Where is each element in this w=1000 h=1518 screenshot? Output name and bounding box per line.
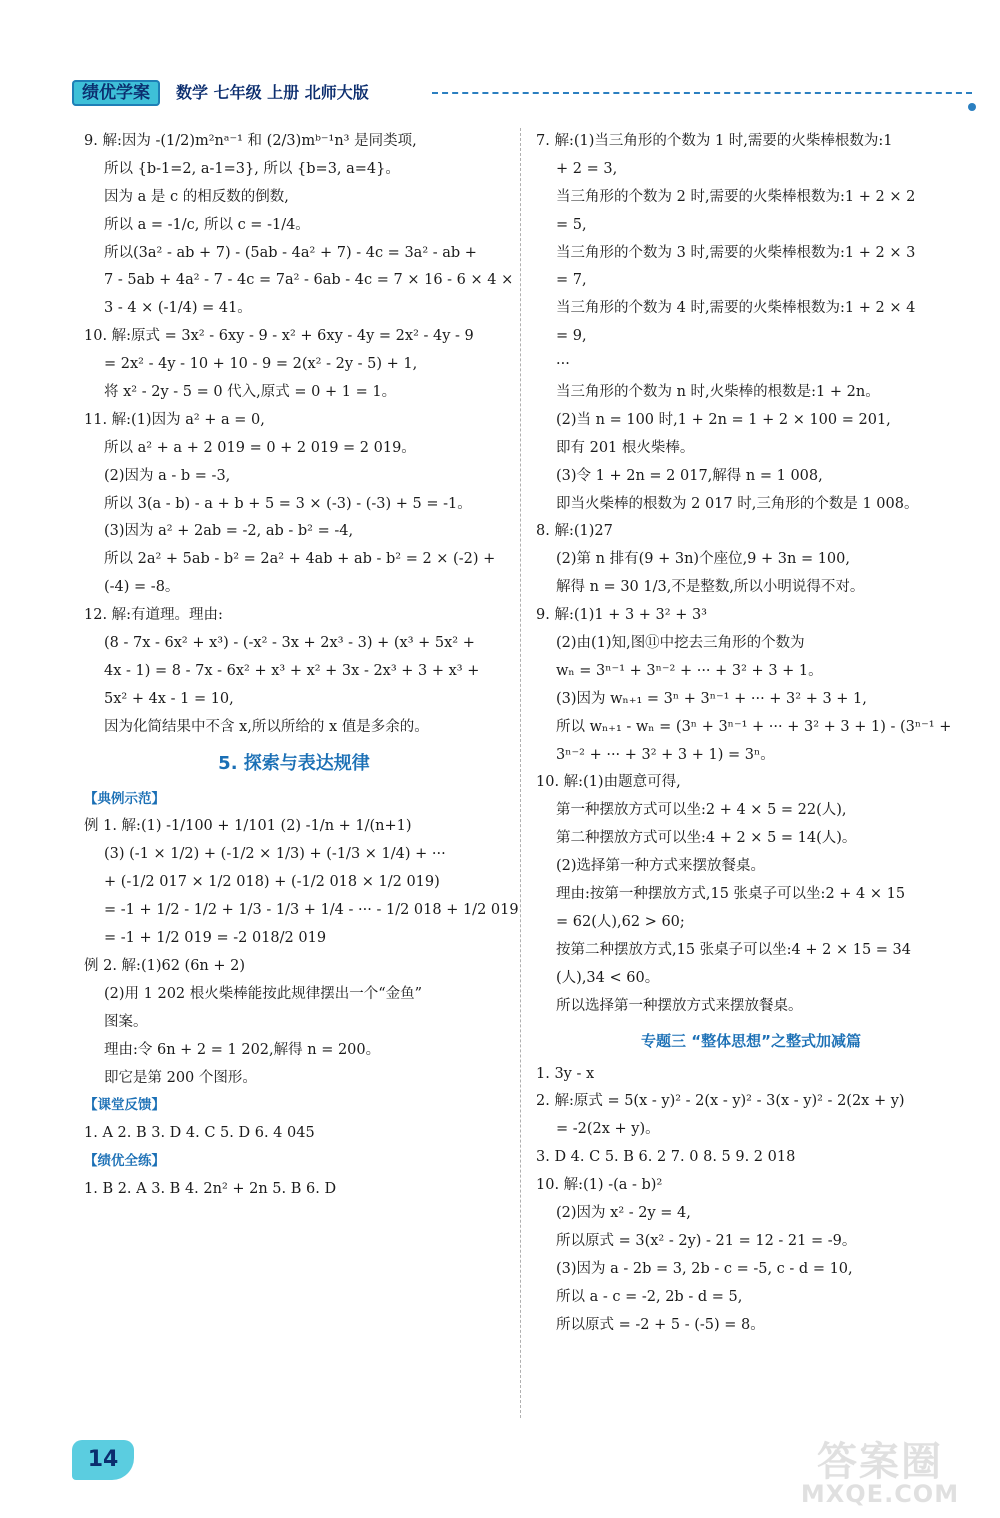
- answer-line: 所以选择第一种摆放方式来摆放餐桌。: [556, 997, 803, 1014]
- answer-line: = -1 + 1/2 019 = -2 018/2 019: [104, 930, 327, 947]
- answer-line: wₙ = 3ⁿ⁻¹ + 3ⁿ⁻² + ··· + 3² + 3 + 1。: [556, 662, 823, 679]
- brand-logo: 绩优学案: [72, 80, 160, 106]
- answer-line: 7 - 5ab + 4a² - 7 - 4c = 7a² - 6ab - 4c = 7 × 16 - 6 × 4 ×: [104, 272, 514, 289]
- answer-line: = -1 + 1/2 - 1/2 + 1/3 - 1/3 + 1/4 - ··· - 1/2 018 + 1/2 019: [104, 902, 519, 919]
- watermark-logo: [770, 1430, 990, 1510]
- column-divider: [520, 128, 521, 1418]
- answer-line: = 7,: [556, 272, 587, 289]
- answer-line: 理由:令 6n + 2 = 1 202,解得 n = 200。: [104, 1041, 381, 1058]
- answer-line: 所以 3(a - b) - a + b + 5 = 3 × (-3) - (-3) + 5 = -1。: [104, 495, 472, 512]
- answer-line: (2)当 n = 100 时,1 + 2n = 1 + 2 × 100 = 201,: [556, 411, 891, 428]
- answer-line: 按第二种摆放方式,15 张桌子可以坐:4 + 2 × 15 = 34: [556, 941, 912, 958]
- left-column: [84, 128, 519, 1204]
- answer-line: (2)用 1 202 根火柴棒能按此规律摆出一个“金鱼”: [104, 985, 423, 1002]
- answer-line: = 5,: [556, 216, 587, 233]
- answer-line: (2)第 n 排有(9 + 3n)个座位,9 + 3n = 100,: [556, 551, 850, 568]
- answer-line: 9. 解:因为 -(1/2)m²nᵃ⁻¹ 和 (2/3)mᵇ⁻¹n³ 是同类项,: [84, 133, 417, 149]
- header-dot-icon: [968, 103, 976, 111]
- answer-line: (8 - 7x - 6x² + x³) - (-x² - 3x + 2x³ - 3) + (x³ + 5x² +: [104, 635, 475, 652]
- watermark-url: MXQE.COM: [800, 1480, 960, 1508]
- answer-line: 7. 解:(1)当三角形的个数为 1 时,需要的火柴棒根数为:1: [536, 133, 893, 149]
- answer-line: 所以 a = -1/c, 所以 c = -1/4。: [104, 216, 310, 233]
- answer-line: 因为化简结果中不含 x,所以所给的 x 值是多余的。: [104, 718, 429, 735]
- answer-line: 当三角形的个数为 3 时,需要的火柴棒根数为:1 + 2 × 3: [556, 244, 916, 261]
- answer-line: 所以(3a² - ab + 7) - (5ab - 4a² + 7) - 4c = 3a² - ab +: [104, 244, 477, 261]
- section-tag: 【典例示范】: [84, 790, 165, 807]
- answer-line: (3)因为 a - 2b = 3, 2b - c = -5, c - d = 10,: [556, 1260, 853, 1277]
- answer-line: 例 1. 解:(1) -1/100 + 1/101 (2) -1/n + 1/(n+1): [84, 818, 412, 835]
- answer-line: 例 2. 解:(1)62 (6n + 2): [84, 957, 246, 974]
- answer-line: 即当火柴棒的根数为 2 017 时,三角形的个数是 1 008。: [556, 495, 919, 512]
- answer-line: (2)由(1)知,图⑪中挖去三角形的个数为: [556, 635, 805, 652]
- answer-line: 所以 2a² + 5ab - b² = 2a² + 4ab + ab - b² = 2 × (-2) +: [104, 551, 496, 568]
- answer-line: 将 x² - 2y - 5 = 0 代入,原式 = 0 + 1 = 1。: [104, 384, 397, 401]
- answer-line: ···: [556, 356, 570, 373]
- answer-line: + (-1/2 017 × 1/2 018) + (-1/2 018 × 1/2 019): [104, 874, 440, 891]
- answer-line: 5x² + 4x - 1 = 10,: [104, 690, 234, 707]
- answer-line: 当三角形的个数为 n 时,火柴棒的根数是:1 + 2n。: [556, 384, 880, 401]
- section-tag: 【课堂反馈】: [84, 1097, 165, 1114]
- right-column: [536, 128, 966, 1339]
- section-title: 专题三 “整体思想”之整式加减篇: [641, 1031, 861, 1050]
- answer-line: (人),34 < 60。: [556, 969, 660, 986]
- answer-line: 11. 解:(1)因为 a² + a = 0,: [84, 411, 265, 428]
- answer-line: 即它是第 200 个图形。: [104, 1069, 257, 1086]
- answer-line: 1. 3y - x: [536, 1065, 595, 1082]
- answer-line: 因为 a 是 c 的相反数的倒数,: [104, 188, 289, 205]
- answer-line: 8. 解:(1)27: [536, 523, 613, 540]
- answer-line: (3) (-1 × 1/2) + (-1/2 × 1/3) + (-1/3 × 1/4) + ···: [104, 846, 446, 863]
- answer-line: = -2(2x + y)。: [556, 1121, 660, 1138]
- answer-line: 第一种摆放方式可以坐:2 + 4 × 5 = 22(人),: [556, 802, 847, 819]
- answer-line: 3ⁿ⁻² + ··· + 3² + 3 + 1) = 3ⁿ。: [556, 746, 775, 763]
- answer-line: 图案。: [104, 1013, 148, 1030]
- answer-line: 9. 解:(1)1 + 3 + 3² + 3³: [536, 607, 707, 624]
- answer-line: (3)因为 wₙ₊₁ = 3ⁿ + 3ⁿ⁻¹ + ··· + 3² + 3 + 1,: [556, 690, 867, 707]
- answer-line: 12. 解:有道理。理由:: [84, 607, 223, 624]
- answer-line: 1. A 2. B 3. D 4. C 5. D 6. 4 045: [84, 1125, 315, 1142]
- answer-line: (2)因为 x² - 2y = 4,: [556, 1204, 691, 1221]
- answer-line: 3 - 4 × (-1/4) = 41。: [104, 300, 252, 317]
- answer-line: = 62(人),62 > 60;: [556, 913, 685, 930]
- answer-line: (-4) = -8。: [104, 579, 180, 596]
- answer-line: 即有 201 根火柴棒。: [556, 439, 695, 456]
- answer-line: 10. 解:(1) -(a - b)²: [536, 1177, 663, 1194]
- answer-line: (2)选择第一种方式来摆放餐桌。: [556, 858, 766, 875]
- answer-line: 当三角形的个数为 2 时,需要的火柴棒根数为:1 + 2 × 2: [556, 188, 916, 205]
- answer-line: 第二种摆放方式可以坐:4 + 2 × 5 = 14(人)。: [556, 830, 857, 847]
- answer-line: 10. 解:(1)由题意可得,: [536, 774, 681, 791]
- answer-line: 解得 n = 30 1/3,不是整数,所以小明说得不对。: [556, 579, 865, 596]
- answer-line: (3)因为 a² + 2ab = -2, ab - b² = -4,: [104, 523, 354, 540]
- answer-line: 3. D 4. C 5. B 6. 2 7. 0 8. 5 9. 2 018: [536, 1149, 796, 1166]
- answer-line: = 9,: [556, 328, 587, 345]
- answer-line: (2)因为 a - b = -3,: [104, 467, 231, 484]
- answer-line: 当三角形的个数为 4 时,需要的火柴棒根数为:1 + 2 × 4: [556, 300, 916, 317]
- section-title: 5. 探索与表达规律: [218, 752, 370, 774]
- header-divider: [432, 92, 972, 94]
- answer-line: 2. 解:原式 = 5(x - y)² - 2(x - y)² - 3(x - y)² - 2(2x + y): [536, 1093, 905, 1110]
- answer-line: 4x - 1) = 8 - 7x - 6x² + x³ + x² + 3x - 2x³ + 3 + x³ +: [104, 662, 480, 679]
- page-header: [72, 78, 972, 108]
- header-subject-info: 数学 七年级 上册 北师大版: [176, 83, 369, 102]
- answer-line: 所以 wₙ₊₁ - wₙ = (3ⁿ + 3ⁿ⁻¹ + ··· + 3² + 3 + 1) - (3ⁿ⁻¹ +: [556, 718, 952, 735]
- answer-line: 所以原式 = -2 + 5 - (-5) = 8。: [556, 1316, 765, 1333]
- answer-line: 所以 a² + a + 2 019 = 0 + 2 019 = 2 019。: [104, 439, 416, 456]
- answer-line: 所以 a - c = -2, 2b - d = 5,: [556, 1288, 743, 1305]
- answer-line: 10. 解:原式 = 3x² - 6xy - 9 - x² + 6xy - 4y = 2x² - 4y - 9: [84, 328, 474, 345]
- page-number: 14: [72, 1440, 134, 1480]
- answer-line: (3)令 1 + 2n = 2 017,解得 n = 1 008,: [556, 467, 823, 484]
- watermark-text: 答案圈: [817, 1439, 943, 1485]
- answer-line: 所以原式 = 3(x² - 2y) - 21 = 12 - 21 = -9。: [556, 1232, 857, 1249]
- answer-line: 1. B 2. A 3. B 4. 2n² + 2n 5. B 6. D: [84, 1181, 337, 1198]
- answer-line: 所以 {b-1=2, a-1=3}, 所以 {b=3, a=4}。: [104, 160, 400, 177]
- answer-line: = 2x² - 4y - 10 + 10 - 9 = 2(x² - 2y - 5) + 1,: [104, 356, 418, 373]
- answer-line: 理由:按第一种摆放方式,15 张桌子可以坐:2 + 4 × 15: [556, 886, 906, 903]
- answer-line: + 2 = 3,: [556, 160, 618, 177]
- section-tag: 【绩优全练】: [84, 1153, 165, 1170]
